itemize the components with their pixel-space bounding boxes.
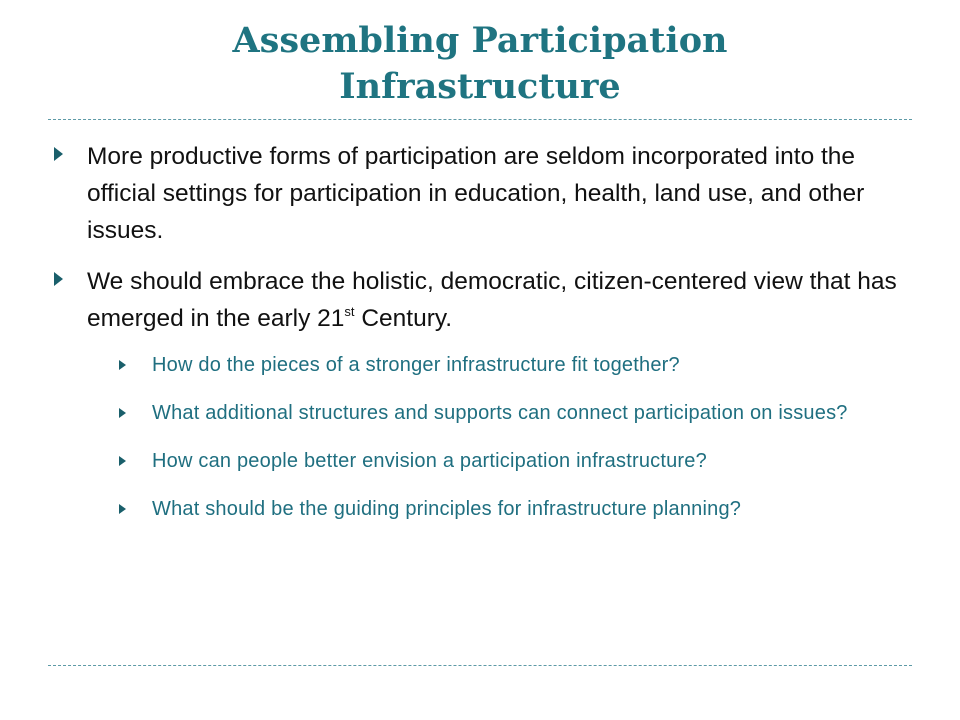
slide-title-line-1: Assembling Participation xyxy=(232,20,728,61)
slide-title xyxy=(40,18,920,110)
bullet-text xyxy=(87,268,897,332)
sub-bullet-item xyxy=(115,445,912,478)
triangle-right-icon xyxy=(119,456,126,466)
sub-bullet-text: How do the pieces of a stronger infrastructure fit together? xyxy=(152,354,680,376)
bottom-divider xyxy=(48,665,912,666)
bullet-text: More productive forms of participation are seldom incorporated into the official settings for participation in education, health, land use, and other issues. xyxy=(87,143,865,244)
sub-bullet-text: How can people better envision a participation infrastructure? xyxy=(152,450,707,472)
triangle-right-icon xyxy=(119,504,126,514)
sub-bullet-list xyxy=(87,349,912,526)
ordinal-superscript: st xyxy=(344,304,355,319)
top-divider xyxy=(48,119,912,120)
bullet-text-after: Century. xyxy=(354,305,453,332)
triangle-right-icon xyxy=(119,360,126,370)
triangle-right-icon xyxy=(54,272,63,286)
slide-title-line-2: Infrastructure xyxy=(339,66,621,107)
triangle-right-icon xyxy=(119,408,126,418)
bullet-item xyxy=(52,138,912,249)
sub-bullet-item xyxy=(115,397,912,430)
sub-bullet-text: What should be the guiding principles for infrastructure planning? xyxy=(152,498,742,520)
bullet-item xyxy=(52,263,912,526)
bullet-text-before: We should embrace the holistic, democratic, citizen-centered view that has emerged in the early 21 xyxy=(87,268,897,332)
sub-bullet-text: What additional structures and supports can connect participation on issues? xyxy=(152,402,848,424)
triangle-right-icon xyxy=(54,147,63,161)
bullet-list xyxy=(52,138,912,541)
sub-bullet-item xyxy=(115,349,912,382)
sub-bullet-item xyxy=(115,493,912,526)
